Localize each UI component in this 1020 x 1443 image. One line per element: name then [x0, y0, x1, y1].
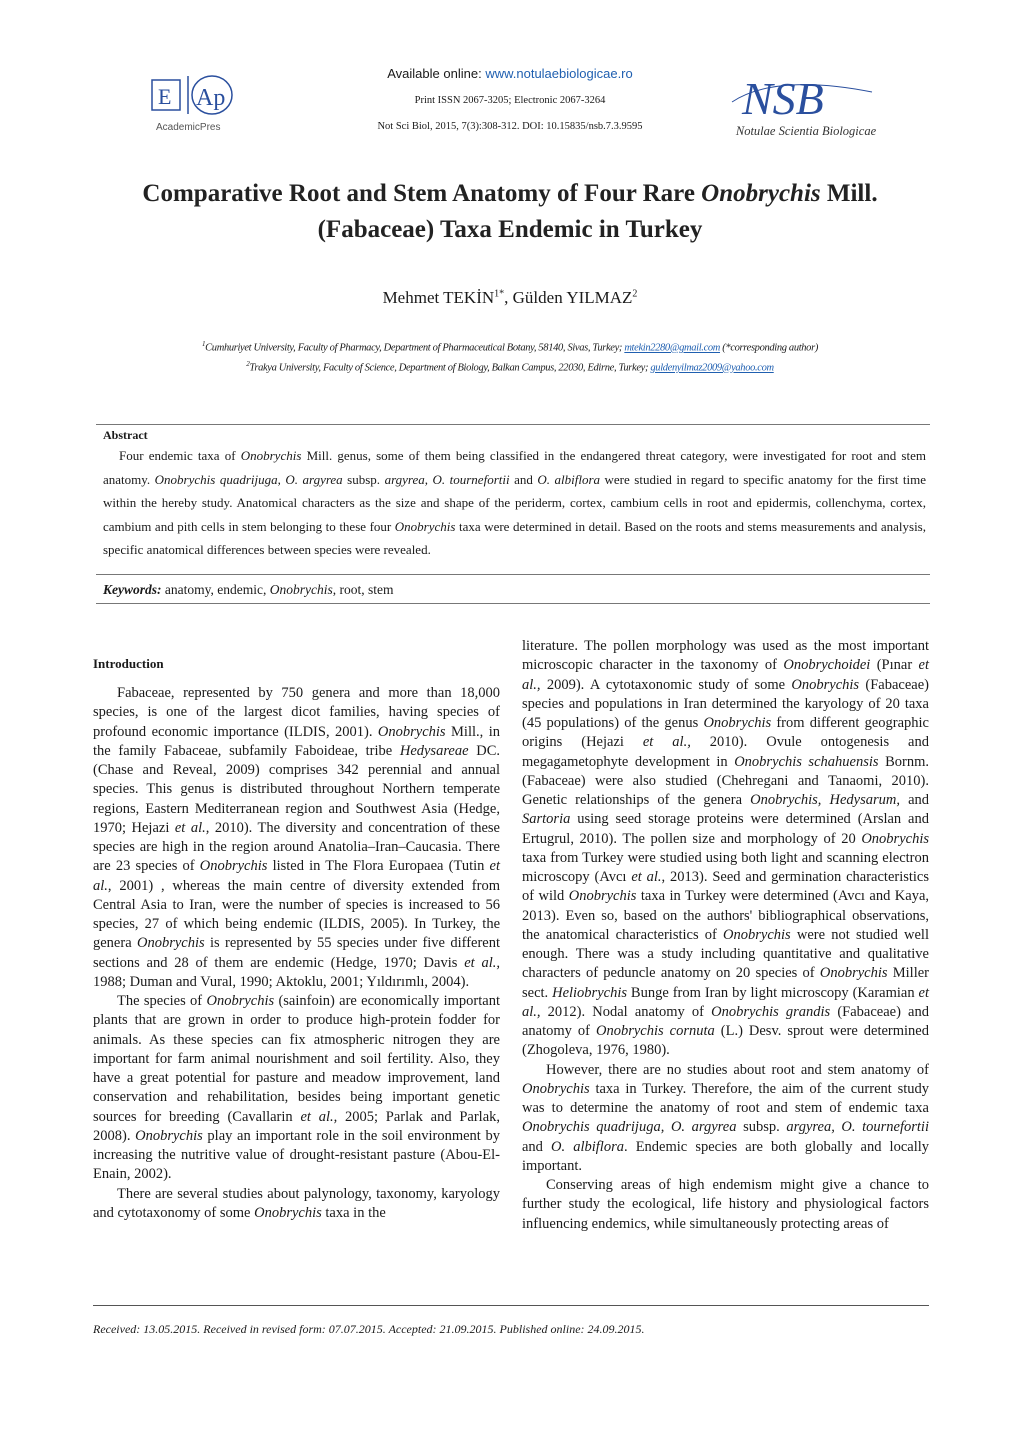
right-column	[522, 637, 929, 1234]
left-column	[93, 684, 500, 1223]
available-online	[300, 66, 720, 81]
journal-url-link[interactable]: www.notulaebiologicae.ro	[485, 66, 633, 81]
issn-line: Print ISSN 2067-3205; Electronic 2067-3264	[414, 95, 606, 106]
notulae-logo	[722, 72, 890, 144]
author-2: , Gülden YILMAZ	[504, 288, 633, 307]
introduction-heading: Introduction	[93, 656, 164, 671]
received-dates: Received: 13.05.2015. Received in revised form: 07.07.2015. Accepted: 21.09.2015. Published online: 24.09.2015.	[93, 1322, 645, 1336]
footer-divider	[93, 1305, 929, 1306]
author-1: Mehmet TEKİN	[382, 288, 495, 307]
abstract-heading: Abstract	[103, 428, 148, 442]
paragraph: Fabaceae, represented by 750 genera and more than 18,000 species, is one of the largest dicot families, having species of profound economic importance (ILDIS, 2001). Onobrychis Mill., in the family Fabaceae, subfamily Faboideae, tribe Hedysareae DC. (Chase and Reveal, 2009) comprises 342 perennial and annual species. This genus is distributed throughout Northern temperate regions, Eastern Mediterranean region and Southwest Asia (Hedge, 1970; Hejazi et al., 2010). The diversity and concentration of these species are high in the region around Anatolia–Iran–Caucasia. There are 23 species of Onobrychis listed in The Flora Europaea (Tutin et al., 2001) , whereas the main centre of diversity extended from Central Asia to Iran, were the number of species is increased to 56 species, 27 of which being endemic (ILDIS, 2005). In Turkey, the genera Onobrychis is represented by 55 species under five different sections and 28 of them are endemic (Hedge, 1970; Davis et al., 1988; Duman and Vural, 1990; Aktoklu, 2001; Yıldırımlı, 2004).	[93, 685, 500, 990]
citation-line: Not Sci Biol, 2015, 7(3):308-312. DOI: 10.15835/nsb.7.3.9595	[377, 121, 643, 132]
paragraph: The species of Onobrychis (sainfoin) are economically important plants that are grown in order to produce high-protein fodder for animals. As these species can fix atmospheric nitrogen they are important for farm animal nourishment and soil fertility. Also, they have a great potential for pasture and meadow improvement, land conservation and rehabilitation, besides being important genetic sources for breeding (Cavallarin et al., 2005; Parlak and Parlak, 2008). Onobrychis play an important role in the soil environment by increasing the nutritive value of drought-resistant pasture (Abou-El-Enain, 2002).	[93, 993, 501, 1183]
affiliation-1: $^1$Cumhuriyet University, Faculty of Pharmacy, Department of Pharmaceutical Botany, 58140, Sivas, Turkey; mtekin2280@gmail.com (*corresponding author)	[202, 340, 818, 354]
divider	[96, 424, 930, 425]
svg-text:NSB: NSB	[742, 73, 824, 122]
keywords: Keywords: anatomy, endemic, Onobrychis, root, stem	[103, 582, 394, 597]
available-label: Available online:	[387, 66, 482, 81]
divider	[96, 603, 930, 604]
notulae-logo-text: Notulae Scientia Biologicae	[735, 124, 877, 138]
academicpres-logo	[150, 72, 250, 136]
paragraph: However, there are no studies about root and stem anatomy of Onobrychis taxa in Turkey. Therefore, the aim of the current study was to determine the anatomy of root and stem of endemic taxa Onobrychis quadrijuga, O. argyrea subsp. argyrea, O. tournefortii and O. albiflora. Endemic species are both globally and locally important.	[522, 1061, 930, 1174]
paragraph: literature. The pollen morphology was used as the most important microscopic character in the taxonomy of Onobrychoidei (Pınar et al., 2009). A cytotaxonomic study of some Onobrychis (Fabaceae) species and populations in Iran determined the karyology of 20 taxa (45 populations) of the genus Onobrychis from different geographic origins (Hejazi et al., 2010). Ovule ontogenesis and megagametophyte development in Onobrychis schahuensis Bornm. (Fabaceae) were also studied (Chehregani and Tanaomi, 2010). Genetic relationships of the genera Onobrychis, Hedysarum, and Sartoria using seed storage proteins were determined (Arslan and Ertugrul, 2010). The pollen size and morphology of 20 Onobrychis taxa from Turkey were studied using both light and scanning electron microscopy (Avcı et al., 2013). Seed and germination characteristics of wild Onobrychis taxa in Turkey were determined (Avcı and Kaya, 2013). Even so, based on the authors' bibliographical observations, the anatomical characteristics of Onobrychis were not studied well enough. There was a study including quantitative and qualitative characters of peduncle anatomy on 20 species of Onobrychis Miller sect. Heliobrychis Bunge from Iran by light microscopy (Karamian et al., 2012). Nodal anatomy of Onobrychis grandis (Fabaceae) and anatomy of Onobrychis cornuta (L.) Desv. sprout were determined (Zhogoleva, 1976, 1980).	[522, 638, 930, 1059]
svg-text:Ap: Ap	[196, 85, 226, 111]
abstract-body: Four endemic taxa of Onobrychis Mill. genus, some of them being classified in the endangered threat category, were investigated for root and stem anatomy. Onobrychis quadrijuga, O. argyrea subsp. argyrea, O. tournefortii and O. albiflora were studied in regard to specific anatomy for the first time within the hereby study. Anatomical characters as the size and shape of the periderm, cortex, cambium cells in root and epidermis, collenchyma, cortex, cambium and pith cells in stem belonging to these four Onobrychis taxa were determined in detail. Based on the roots and stems measurements and analysis, specific anatomical differences between species were revealed.	[103, 448, 926, 557]
paragraph: There are several studies about palynology, taxonomy, karyology and cytotaxonomy of some Onobrychis taxa in the	[93, 1185, 500, 1221]
email-link-1[interactable]: mtekin2280@gmail.com	[624, 342, 721, 354]
divider	[96, 574, 930, 575]
svg-text:E: E	[158, 84, 172, 109]
paragraph: Conserving areas of high endemism might give a chance to further study the ecological, life history and physiological factors influencing endemics, while simultaneously protecting areas of	[522, 1177, 929, 1232]
academicpres-logo-text: AcademicPres	[156, 122, 221, 133]
email-link-2[interactable]: guldenyilmaz2009@yahoo.com	[650, 362, 774, 374]
affiliation-2: $^2$Trakya University, Faculty of Science, Department of Biology, Balkan Campus, 22030, Edirne, Turkey; guldenyilmaz2009@yahoo.com	[246, 360, 774, 374]
author-list: Mehmet $TEKİN^{1*}$, Gülden YILMAZ$^2$	[382, 288, 638, 307]
article-title: Comparative Root and Stem Anatomy of Four Rare Onobrychis Mill. (Fabaceae) Taxa Endemic in Turkey	[142, 180, 878, 243]
